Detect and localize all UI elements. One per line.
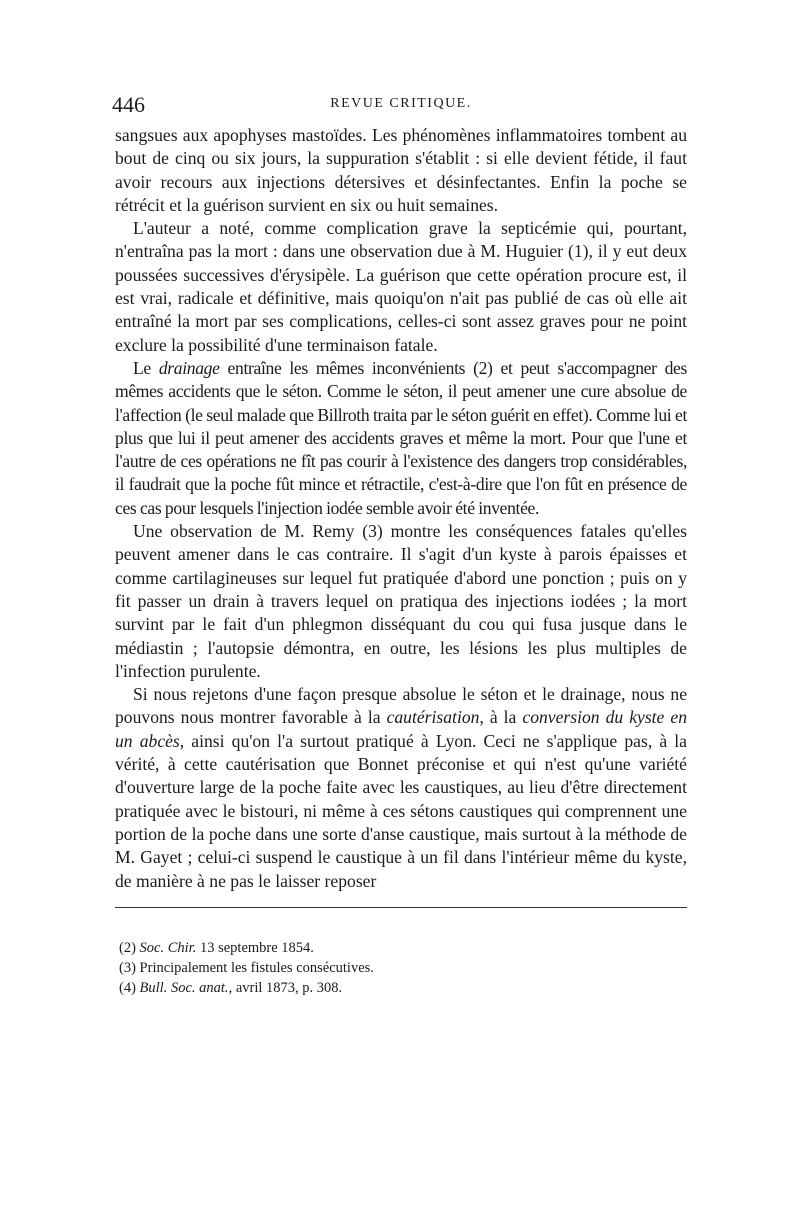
paragraph-text: Si nous rejetons d'une façon presque absolue le séton et le drainage, nous ne pouvons nous montrer favorable à la [115,684,687,728]
italic-term-drainage: drainage [158,357,220,378]
italic-term-conversion: conversion du kyste en un abcès [115,707,687,751]
paragraph-text: , ainsi qu'on l'a surtout pratiqué à Lyon. Ceci ne s'applique pas, à la vérité, à cette cautérisation que Bonnet préconise et qui n'est qu'une variété d'ouverture large de la poche faite avec les caustiques, au lieu d'être directement pratiquée avec le bistouri, ni même à ces sétons caustiques qui comprennent une portion de la poche dans une sorte d'anse caustique, mais surtout à la méthode de M. Gayet ; celui-ci suspend le caustique à un fil dans l'intérieur même du kyste, de manière à ne pas le laisser reposer [115,730,687,891]
paragraph-text: Le [133,357,159,378]
paragraph-5 [115,683,687,893]
footnote-2 [119,938,687,958]
paragraph-2 [115,217,687,357]
footnote-4 [119,978,687,998]
paragraph-1 [115,124,687,217]
paragraph-3 [115,357,687,520]
footnote-mark: (4) [119,979,140,996]
paragraph-text: entraîne les mêmes inconvénients (2) et peut s'accompagner des mêmes accidents que le séton. Comme le séton, il peut amener une cure absolue de l'affection (le seul malade que Billroth traita par le séton guérit en effet). Comme lui et plus que lui il peut amener des accidents graves et même la mort. Pour que l'une et l'autre de ces opérations ne fît pas courir à l'existence des dangers trop considérables, il faudrait que la poche fût mince et rétractile, c'est-à-dire que l'on fût en présence de ces cas pour lesquels l'injection iodée semble avoir été inventée. [115,357,687,518]
italic-term-cauterisation: cautérisation [386,707,480,728]
paragraph-4 [115,520,687,683]
paragraph-text: , à la [479,707,523,728]
footnote-3 [119,958,687,978]
footnotes [115,938,687,998]
paragraph-text: L'auteur a noté, comme complication grave la septicémie qui, pourtant, n'entraîna pas la mort : dans une observation due à M. Huguier (1), il y eut deux poussées successives d'érysipèle. La guérison que cette opération procure est, il est vrai, radicale et définitive, mais quoiqu'on n'ait pas publié de cas où elle ait entraîné la mort par ses complications, celles-ci sont assez graves pour ne point exclure la possibilité d'une terminaison fatale. [115,218,687,355]
footnote-divider [115,907,687,908]
paragraph-text: sangsues aux apophyses mastoïdes. Les phénomènes inflammatoires tombent au bout de cinq ou six jours, la suppuration s'établit : si elle devient fétide, il faut avoir recours aux injections détersives et désinfectantes. Enfin la poche se rétrécit et la guérison survient en six ou huit semaines. [115,125,687,215]
footnote-text: Principalement les fistules consécutives. [139,959,374,976]
page-header [112,92,687,124]
page [112,92,687,998]
running-title: REVUE CRITIQUE. [330,96,472,111]
page-number: 446 [112,92,145,117]
footnote-text: , avril 1873, p. 308. [228,979,343,996]
body-text [115,124,687,893]
footnote-ref: Bull. Soc. anat. [139,979,229,996]
footnote-ref: Soc. Chir. [139,939,197,956]
footnote-text: 13 septembre 1854. [196,939,314,956]
footnote-mark: (3) [119,959,140,976]
paragraph-text: Une observation de M. Remy (3) montre les conséquences fatales qu'elles peuvent amener dans le cas contraire. Il s'agit d'un kyste à parois épaisses et comme cartilagineuses sur lequel fut pratiquée d'abord une ponction ; puis on y fit passer un drain à travers lequel on pratiqua des injections iodées ; la mort survint par le fait d'un phlegmon disséquant du cou qui fusa jusque dans le médiastin ; l'autopsie démontra, en outre, les lésions les plus multiples de l'infection purulente. [115,521,687,681]
footnote-mark: (2) [119,939,140,956]
